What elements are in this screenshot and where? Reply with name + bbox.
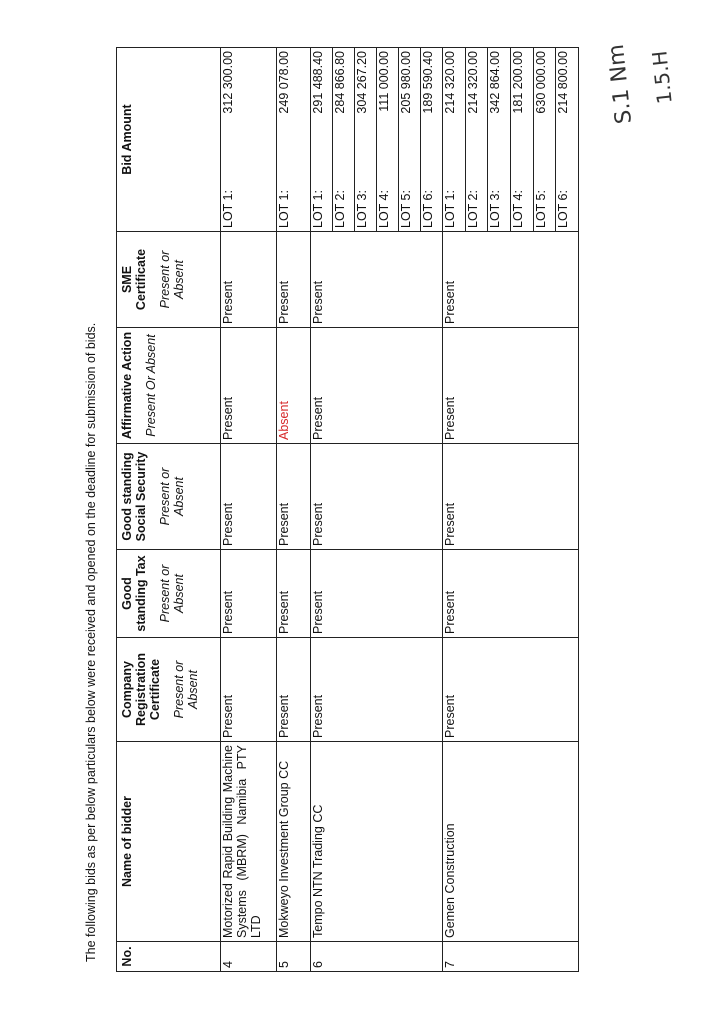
lot-label: LOT 2: [465,140,488,232]
sub-label: Present Or Absent [144,334,158,437]
lot-row [510,48,533,231]
lot-label: LOT 6: [556,190,571,228]
lot-label: LOT 6: [421,190,435,228]
handwritten-initials: S.1 Nm [603,43,638,126]
lot-row [377,48,399,231]
sub-label: Present or Absent [158,467,186,526]
table-row [443,48,579,972]
row-no: 4 [221,942,277,972]
bid-amounts [311,48,443,232]
row-no: 7 [443,942,579,972]
bid-amounts [221,48,277,232]
row-no: 6 [311,942,443,972]
handwritten-date: 1.5.H [647,49,677,106]
sub-label: Present or Absent [158,564,186,623]
header-social: Good standing Social Security Present or Absent [117,444,221,550]
lot-amount: 205 980.00 [399,48,421,140]
header-sme: SME Certificate Present or Absent [117,232,221,328]
header-bidder: Name of bidder [117,742,221,942]
table-row [221,48,277,972]
lot-amount: 214 800.00 [556,51,571,114]
company-reg-status: Present [221,638,277,742]
lot-row [277,48,310,231]
lot-label: LOT 1: [277,190,291,228]
sme-status: Present [221,232,277,328]
row-no: 5 [277,942,311,972]
table-row [311,48,443,972]
lot-amount: 189 590.40 [421,51,435,114]
tax-status: Present [221,550,277,638]
lot-amount: 291 488.40 [311,48,333,140]
lot-label: LOT 2: [333,140,355,232]
bidder-name: Mokweyo Investment Group CC [277,742,311,942]
sme-status: Present [277,232,311,328]
company-reg-status: Present [311,638,443,742]
lot-label: LOT 4: [377,140,399,232]
lot-row [465,48,488,231]
lot-row [355,48,377,231]
social-status: Present [311,444,443,550]
lot-row [311,48,333,231]
lot-amount: 304 267.20 [355,48,377,140]
header-tax: Good standing Tax Present or Absent [117,550,221,638]
header-company-reg: Company Registration Certificate Present or Absent [117,638,221,742]
lot-amount: 181 200.00 [510,48,533,140]
lot-row [556,48,578,231]
lot-amount: 111 000.00 [377,48,399,140]
bids-table [116,47,579,972]
lot-label: LOT 1: [443,140,465,232]
lot-amount: 249 078.00 [277,51,291,114]
sub-label: Present or Absent [172,660,200,719]
lot-row [399,48,421,231]
lot-label: LOT 1: [311,140,333,232]
lot-label: LOT 5: [399,140,421,232]
lot-row [443,48,465,231]
sub-label: Present or Absent [158,250,186,309]
sme-status: Present [443,232,579,328]
social-status: Present [221,444,277,550]
table-row [277,48,311,972]
lot-amount: 214 320.00 [465,48,488,140]
lot-row [488,48,511,231]
company-reg-status: Present [277,638,311,742]
lot-amount: 630 000.00 [533,48,556,140]
bid-amounts [443,48,579,232]
tax-status: Present [311,550,443,638]
bidder-name: Tempo NTN Trading CC [311,742,443,942]
lot-label: LOT 3: [355,140,377,232]
header-row [117,48,221,972]
lot-row [421,48,443,231]
affirmative-status: Absent [277,328,311,444]
affirmative-status: Present [443,328,579,444]
lot-row [533,48,556,231]
lot-label: LOT 3: [488,140,511,232]
lot-label: LOT 1: [221,190,235,228]
social-status: Present [443,444,579,550]
intro-text: The following bids as per below particulars below were received and opened on the deadline for submission of bids. [84,322,98,962]
affirmative-status: Present [221,328,277,444]
affirmative-status: Present [311,328,443,444]
social-status: Present [277,444,311,550]
lot-amount: 342 864.00 [488,48,511,140]
lot-label: LOT 5: [533,140,556,232]
tax-status: Present [443,550,579,638]
lot-amount: 284 866.80 [333,48,355,140]
bid-amounts [277,48,311,232]
header-no: No. [117,942,221,972]
lot-row [333,48,355,231]
lot-label: LOT 4: [510,140,533,232]
sme-status: Present [311,232,443,328]
header-affirmative: Affirmative Action Present Or Absent [117,328,221,444]
tax-status: Present [277,550,311,638]
lot-amount: 312 300.00 [221,51,235,114]
bidder-name: Gemen Construction [443,742,579,942]
company-reg-status: Present [443,638,579,742]
header-bid-amount: Bid Amount [117,48,221,232]
lot-amount: 214 320.00 [443,48,465,140]
lot-row [221,48,276,231]
bidder-name: Motorized Rapid Building Machine Systems (MBRM) Namibia PTY LTD [221,742,277,942]
